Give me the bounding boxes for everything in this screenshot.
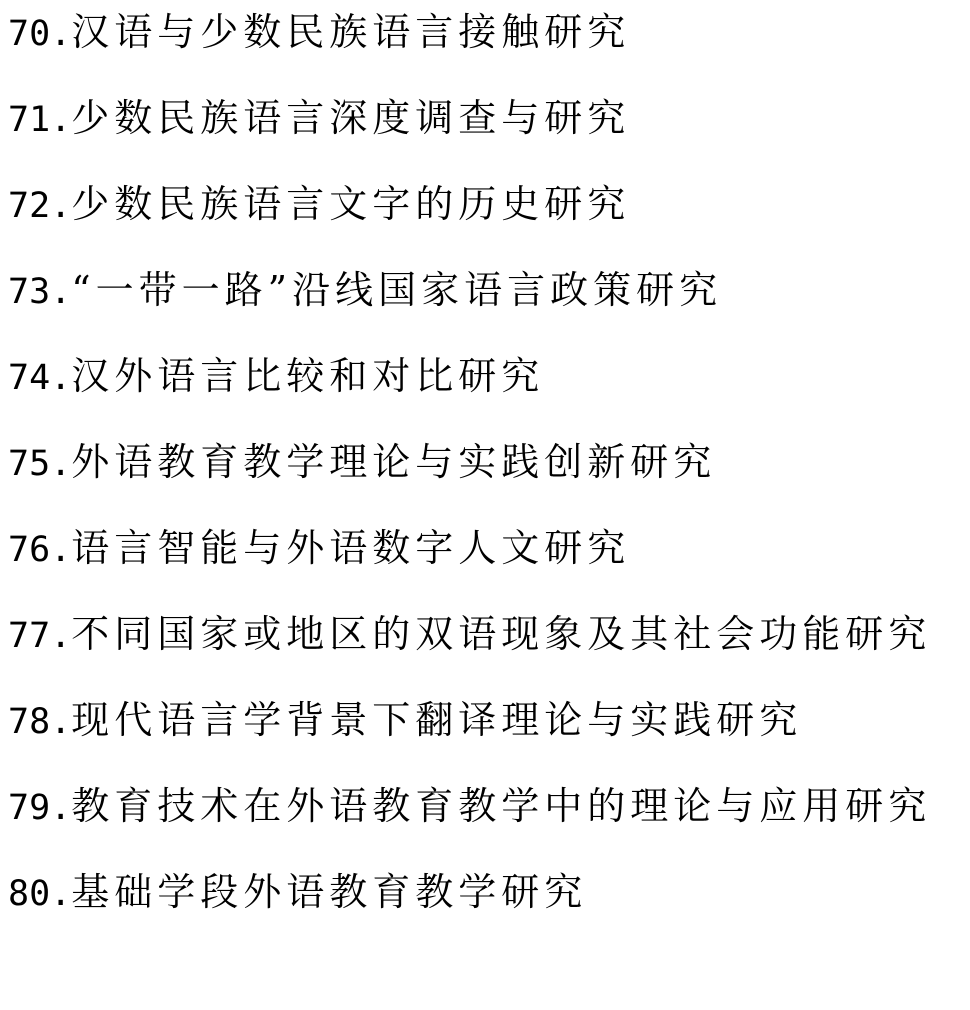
topic-text: 少数民族语言深度调查与研究	[71, 96, 631, 140]
topic-number: 78.	[8, 702, 72, 742]
list-item	[8, 94, 968, 180]
topic-text: 语言智能与外语数字人文研究	[71, 526, 631, 570]
topic-text: 教育技术在外语教育教学中的理论与应用研究	[71, 784, 932, 828]
topic-text: 不同国家或地区的双语现象及其社会功能研究	[71, 612, 932, 656]
topic-text: 汉外语言比较和对比研究	[71, 354, 545, 398]
topic-text: 外语教育教学理论与实践创新研究	[71, 440, 717, 484]
list-item	[8, 438, 968, 524]
topic-number: 72.	[8, 186, 72, 226]
topic-number: 77.	[8, 616, 72, 656]
topic-number: 73.	[8, 272, 72, 312]
list-item	[8, 782, 968, 868]
topic-number: 74.	[8, 358, 72, 398]
list-item	[8, 610, 968, 696]
topic-text: “一带一路”沿线国家语言政策研究	[71, 268, 723, 312]
topic-list	[8, 8, 968, 954]
list-item	[8, 8, 968, 94]
topic-text: 现代语言学背景下翻译理论与实践研究	[71, 698, 803, 742]
topic-number: 80.	[8, 874, 72, 914]
topic-number: 70.	[8, 14, 72, 54]
list-item	[8, 524, 968, 610]
topic-number: 79.	[8, 788, 72, 828]
topic-text: 少数民族语言文字的历史研究	[71, 182, 631, 226]
topic-number: 71.	[8, 100, 72, 140]
list-item	[8, 696, 968, 782]
topic-text: 汉语与少数民族语言接触研究	[71, 10, 631, 54]
list-item	[8, 180, 968, 266]
topic-number: 75.	[8, 444, 72, 484]
topic-number: 76.	[8, 530, 72, 570]
list-item	[8, 266, 968, 352]
list-item	[8, 352, 968, 438]
list-item	[8, 868, 968, 954]
topic-text: 基础学段外语教育教学研究	[71, 870, 588, 914]
